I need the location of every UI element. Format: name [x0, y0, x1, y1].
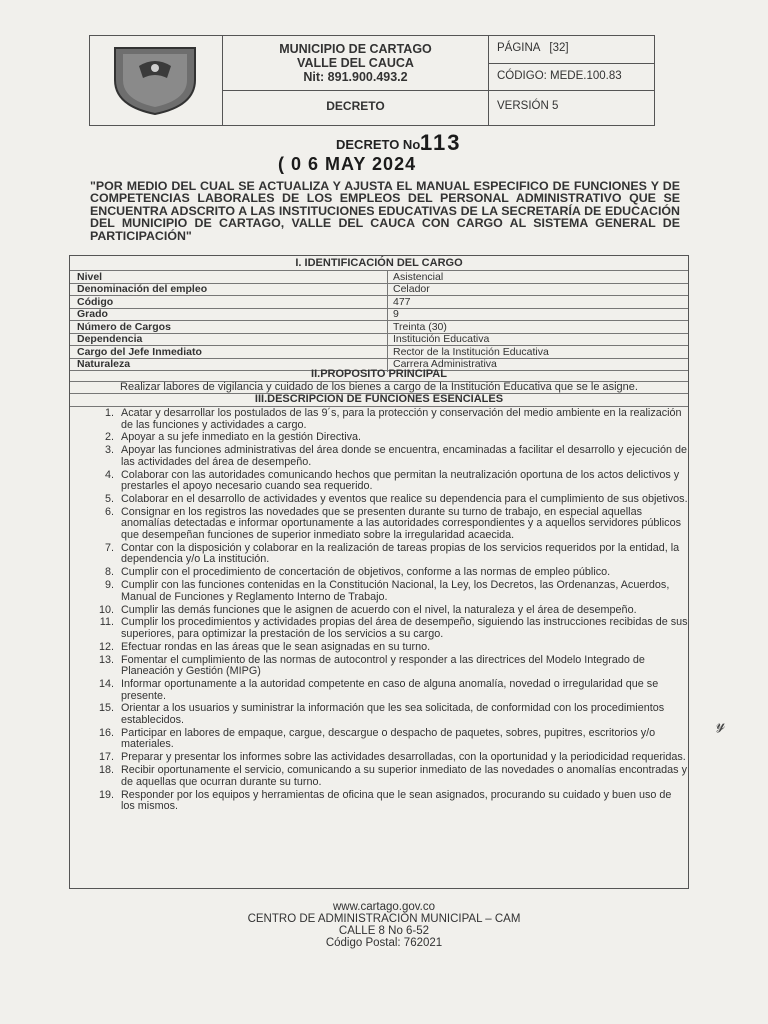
- page-footer: [0, 901, 768, 949]
- decree-number: 113: [420, 130, 462, 155]
- list-item: 1. Acatar y desarrollar los postulados de las 9´s, para la protección y conservación del medio ambiente en la realización de las funciones y actividades a cargo.: [104, 407, 682, 431]
- list-item: 18. Recibir oportunamente el servicio, comunicando a su superior inmediato de las novedades o anomalías encontradas y de aquellas que ocurran durante su turno.: [98, 764, 687, 788]
- page-value: [32]: [549, 42, 569, 54]
- department-name: VALLE DEL CAUCA: [297, 56, 414, 70]
- footer-postal: Código Postal: 762021: [325, 937, 443, 949]
- identification-heading: I. IDENTIFICACIÓN DEL CARGO: [295, 257, 463, 269]
- list-item: 11. Cumplir los procedimientos y actividades propias del área de desempeño, siguiendo las instrucciones recibidas de sus superiores, para optimizar la prestación de los servicios a su cargo.: [99, 616, 688, 640]
- handwritten-mark-icon: 𝓎: [716, 716, 726, 733]
- footer-address: CALLE 8 No 6-52: [338, 925, 430, 937]
- row-label-nivel: Nivel: [77, 270, 103, 283]
- purpose-text: Realizar labores de vigilancia y cuidado de los bienes a cargo de la Institución Educativa que se le asigne.: [120, 381, 638, 393]
- list-item: 6. Consignar en los registros las novedades que se presenten durante su turno de trabajo, en especial aquellas anomalías detectadas e informar oportunamente a las autoridades correspondientes y a aquellos servidores públicos que desempeñan funciones de superior inmediato sobre la irregularidad acaecida.: [104, 505, 681, 541]
- decree-date-stamp: ( 0 6 MAY 2024: [278, 154, 417, 174]
- footer-url[interactable]: www.cartago.gov.co: [332, 901, 436, 913]
- page-label: PÁGINA: [497, 42, 540, 54]
- decree-label: DECRETO No.: [336, 137, 424, 152]
- nit-number: Nit: 891.900.493.2: [303, 70, 408, 84]
- list-item: 5. Colaborar en el desarrollo de actividades y eventos que realice su dependencia para el cumplimiento de sus objetivos.: [104, 493, 688, 506]
- row-label-naturaleza: Naturaleza: [77, 358, 131, 370]
- list-item: 19. Responder por los equipos y herramientas de oficina que le sean asignados, procurando su cuidado y buen uso de los mismos.: [98, 788, 672, 813]
- row-value-jefe: Rector de la Institución Educativa: [393, 345, 549, 358]
- list-item: 7. Contar con la disposición y colaborar en la realización de tareas propias de los servicios requeridos por la entidad, la dependencia y/o La institución.: [104, 541, 680, 566]
- row-label-codigo: Código: [77, 295, 114, 308]
- list-item: 8. Cumplir con el procedimiento de concertación de objetivos, conforme a las normas de empleo público.: [104, 566, 611, 579]
- row-label-jefe: Cargo del Jefe Inmediato: [77, 345, 202, 358]
- list-item: 17. Preparar y presentar los informes sobre las actividades desarrolladas, con la oportunidad y la periodicidad requeridas.: [98, 751, 686, 764]
- page-number: [497, 42, 569, 54]
- list-item: 14. Informar oportunamente a la autoridad competente en caso de alguna anomalía, novedad o irregularidad que se presente.: [98, 678, 659, 702]
- purpose-heading: II.PROPOSITO PRINCIPAL: [311, 368, 447, 380]
- decree-title: "POR MEDIO DEL CUAL SE ACTUALIZA Y AJUSTA EL MANUAL ESPECIFICO DE FUNCIONES Y DE COMPETENCIAS LABORALES DE LOS EMPLEOS DEL PERSONAL ADMINISTRATIVO QUE SE ENCUENTRA ADSCRITO A LAS INSTITUCIONES EDUCATIVAS DE LA SECRETARÍA DE EDUCACIÓN DEL MUNICIPIO DE CARTAGO, VALLE DEL CAUCA CON CARGO AL SISTEMA GENERAL DE PARTICIPACIÓN": [90, 179, 680, 243]
- shield-logo-icon: [109, 44, 201, 116]
- row-value-numero-cargos: Treinta (30): [393, 320, 447, 333]
- row-value-codigo: 477: [393, 295, 411, 308]
- row-value-naturaleza: Carrera Administrativa: [393, 358, 497, 370]
- document-code: CÓDIGO: MEDE.100.83: [497, 70, 622, 82]
- list-item: 12. Efectuar rondas en las áreas que le sean asignadas en su turno.: [98, 640, 431, 653]
- row-label-numero-cargos: Número de Cargos: [77, 320, 171, 333]
- row-value-nivel: Asistencial: [393, 270, 444, 283]
- municipality-info: [223, 42, 488, 84]
- job-profile-table: [69, 255, 689, 889]
- row-label-grado: Grado: [77, 308, 108, 320]
- functions-list: [90, 408, 688, 814]
- list-item: 13. Fomentar el cumplimiento de las normas de autocontrol y responder a las directrices del Modelo Integrado de Planeación y Gestión (MIPG): [98, 653, 645, 678]
- row-value-denominacion: Celador: [393, 283, 430, 295]
- document-version: VERSIÓN 5: [497, 100, 559, 112]
- list-item: 16. Participar en labores de empaque, cargue, descargue o despacho de paquetes, sobres, pupitres, escritorios y/o materiales.: [98, 726, 656, 751]
- row-value-grado: 9: [393, 308, 399, 320]
- list-item: 9. Cumplir con las funciones contenidas en la Constitución Nacional, la Ley, los Decretos, las Ordenanzas, Acuerdos, Manual de Funciones y Reglamento Interno de Trabajo.: [104, 579, 670, 603]
- document-type: DECRETO: [326, 99, 385, 113]
- document-header: [89, 35, 655, 126]
- list-item: 4. Colaborar con las autoridades comunicando hechos que permitan la neutralización oportuna de los actos delictivos y prestarles el apoyo necesario cuando sea requerido.: [104, 468, 680, 493]
- municipality-name: MUNICIPIO DE CARTAGO: [279, 42, 432, 56]
- row-label-dependencia: Dependencia: [77, 333, 143, 345]
- footer-center: CENTRO DE ADMINISTRACIÓN MUNICIPAL – CAM: [247, 913, 521, 925]
- list-item: 10. Cumplir las demás funciones que le asignen de acuerdo con el nivel, la naturaleza y el área de desempeño.: [98, 603, 637, 616]
- list-item: 2. Apoyar a su jefe inmediato en la gestión Directiva.: [104, 431, 362, 444]
- row-label-denominacion: Denominación del empleo: [77, 283, 208, 295]
- row-value-dependencia: Institución Educativa: [393, 333, 490, 345]
- list-item: 15. Orientar a los usuarios y suministrar la información que les sea solicitada, de conformidad con los procedimientos establecidos.: [98, 702, 665, 726]
- functions-heading: III.DESCRIPCION DE FUNCIONES ESENCIALES: [254, 393, 504, 405]
- list-item: 3. Apoyar las funciones administrativas del área donde se encuentra, encaminadas a facilitar el desarrollo y ejecución de las actividades del área de desempeño.: [104, 444, 687, 468]
